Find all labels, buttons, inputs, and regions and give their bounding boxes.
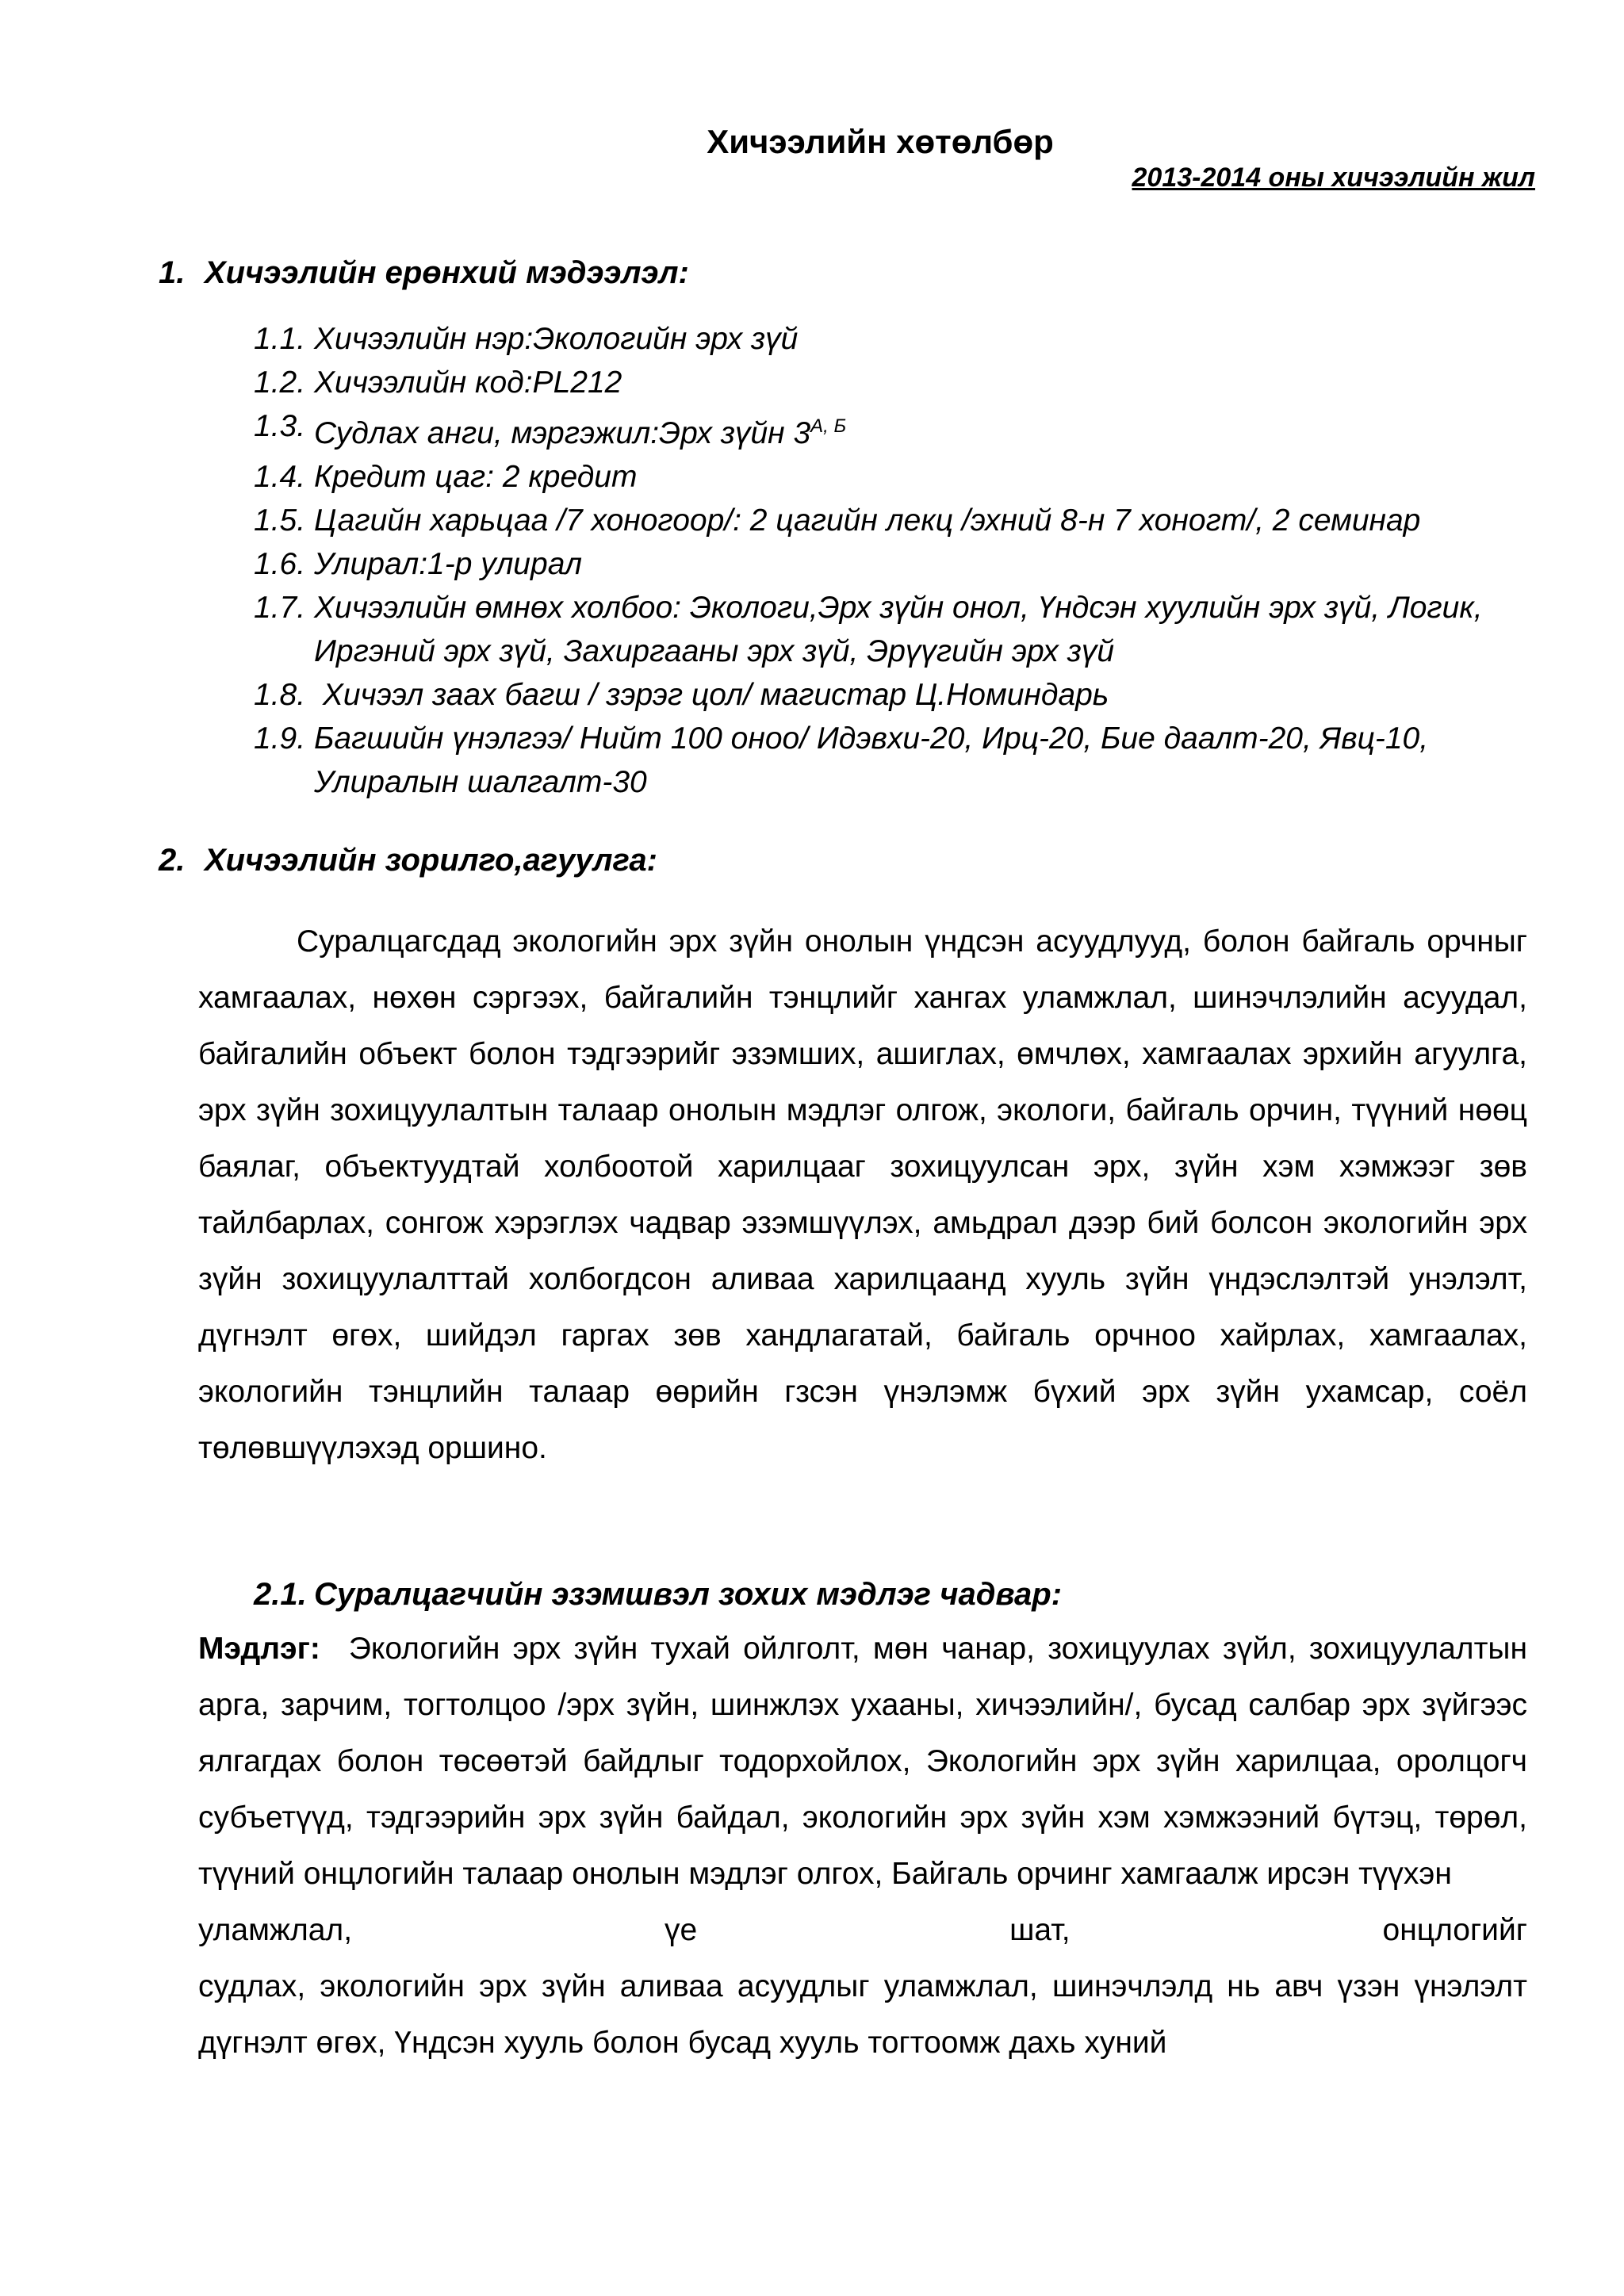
info-item-hours: 1.5. Цагийн харьцаа /7 хоногоор/: 2 цагийн лекц /эхний 8-н 7 хоногт/, 2 семинар [254, 503, 1421, 538]
section2-1-number: 2.1. [254, 1577, 307, 1612]
info-item-credits: 1.4. Кредит цаг: 2 кредит [254, 460, 638, 494]
objective-paragraph: Суралцагсдад экологийн эрх зүйн онолын үндсэн асуудлууд, болон байгаль орчныг хамгаалах, нөхөн сэргээх, байгалийн тэнцлийг хангах уламжлал, шинэчлэлийн асуудал, байгалийн объект болон тэдгээрийг эзэмших, ашиглах, өмчлөх, хамгаалах эрхийн агуулга, эрх зүйн зохицуулалтын талаар онолын мэдлэг олгож, экологи, байгаль орчин, түүний нөөц баялаг, объектуудтай холбоотой харилцааг зохицуулсан эрх, зүйн хэм хэмжээг зөв тайлбарлах, сонгож хэрэглэх чадвар эзэмшүүлэх, амьдрал дээр бий болсон экологийн эрх зүйн зохицуулалттай холбогдсон аливаа харилцаанд хууль зүйн үндэслэлтэй унэлэлт, дүгнэлт өгөх, шийдэл гаргах зөв хандлагатай, байгаль орчноо хайрлах, хамгаалах, экологийн тэнцлийн талаар өөрийн гзсэн үнэлэмж бүхий эрх зүйн ухамсар, соёл төлөвшүүлэхэд оршино. [198, 924, 1527, 1465]
section2-1-heading-text: Суралцагчийн эзэмшвэл зохих мэдлэг чадвар: [314, 1577, 1063, 1612]
section1-heading [159, 251, 689, 295]
section2-heading-text: Хичээлийн зорилго,агуулга: [205, 843, 657, 878]
knowledge-text-part1: Экологийн эрх зүйн тухай ойлголт, мөн чанар, зохицуулах зүйл, зохицуулалтын арга, зарчим, тогтолцоо /эрх зүйн, шинжлэх ухааны, хичээлийн/, бусад салбар эрх зүйгээс ялгагдах болон төсөөтэй байдлыг тодорхойлох, Экологийн эрх зүйн харилцаа, оролцогч субъетүүд, тэдгээрийн эрх зүйн байдал, экологийн эрх зүйн хэм хэмжээний бүтэц, төрөл, түүний онцлогийн талаар онолын мэдлэг олгох, Байгаль орчинг хамгаалж ирсэн түүхэн [198, 1632, 1527, 1891]
section2-number: 2. [159, 843, 186, 878]
academic-year: 2013-2014 оны хичээлийн жил [1132, 163, 1535, 193]
knowledge-paragraph [198, 1621, 1527, 2071]
info-item-prerequisites: 1.7. Хичээлийн өмнөх холбоо: Экологи,Эрх зүйн онол, Үндсэн хуулийн эрх зүй, Логик, Иргэний эрх зүй, Захиргааны эрх зүй, Эрүүгийн эрх зүй [254, 591, 1483, 668]
info-item-class-major: 1.3. Судлах анги, мэргэжил:Эрх зүйн $3^{А, Б}$ [254, 409, 847, 450]
info-item-teacher: 1.8. Хичээл заах багш / зэрэг цол/ магистар Ц.Номиндарь [254, 678, 1109, 712]
general-info-list [254, 317, 1554, 804]
info-item-course-name: 1.1. Хичээлийн нэр:Экологийн эрх зүй [254, 322, 799, 356]
knowledge-label: Мэдлэг: [198, 1632, 320, 1666]
info-item-course-code: 1.2. Хичээлийн код:PL212 [254, 365, 622, 400]
section1-number: 1. [159, 255, 186, 290]
info-item-grading: 1.9. Багшийн үнэлгээ/ Нийт 100 оноо/ Идэвхи-20, Ирц-20, Бие даалт-20, Явц-10, Улиралын шалгалт-30 [254, 721, 1429, 799]
knowledge-spaced-line: уламжлал, үе шат, онцлогийг [198, 1913, 1527, 1947]
knowledge-text-part2: судлах, экологийн эрх зүйн аливаа асуудлыг уламжлал, шинэчлэлд нь авч үзэн үнэлэлт дүгнэлт өгөх, Үндсэн хууль болон бусад хууль тогтоомж дахь хуний [198, 1969, 1527, 2060]
info-item-semester: 1.6. Улирал:1-р улирал [254, 547, 582, 581]
document-title: Хичээлийн хөтөлбөр [707, 123, 1054, 160]
section1-heading-text: Хичээлийн ерөнхий мэдээлэл: [205, 255, 689, 290]
section2-1-heading [254, 1572, 1062, 1617]
class-groups-superscript: А, Б [810, 415, 847, 437]
section2-heading [159, 838, 657, 882]
